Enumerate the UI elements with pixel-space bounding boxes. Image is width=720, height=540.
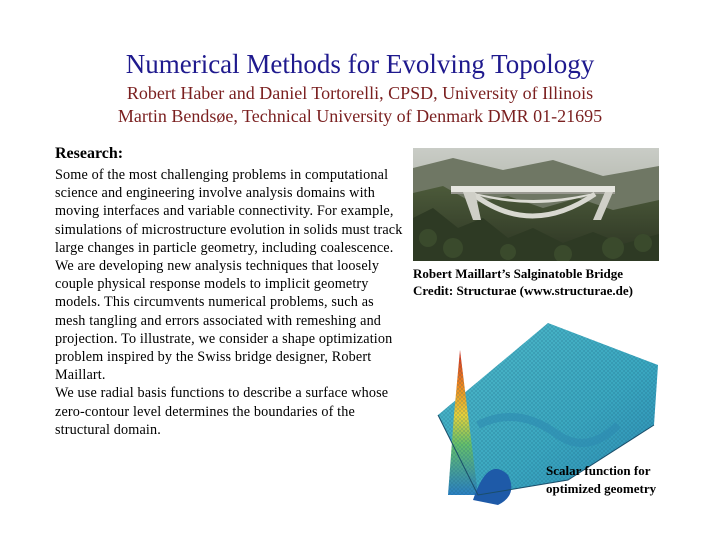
bridge-caption-line-2: Credit: Structurae (www.structurae.de) (413, 283, 633, 298)
research-heading: Research: (55, 145, 124, 162)
surface-caption-line-1: Scalar function for (546, 463, 651, 478)
authors-line-2: Martin Bendsøe, Technical University of Denmark DMR 01-21695 (117, 106, 603, 126)
research-body (55, 166, 407, 439)
research-paragraph-1: Some of the most challenging problems in computational science and engineering involve analysis domains with moving interfaces and variable connectivity. For example, simulations of microstructure evolution in solids must track large changes in particle geometry, including coalescence. We are developing new analysis techniques that loosely couple physical response models to implicit geometry models. This circumvents numerical problems, such as mesh tangling and errors associated with remeshing and projection. To illustrate, we consider a shape optimization problem inspired by the Swiss bridge designer, Robert Maillart. (55, 167, 403, 384)
research-paragraph-2: We use radial basis functions to describe a surface whose zero-contour level determines the boundaries of the structural domain. (55, 385, 389, 438)
bridge-caption-line-1: Robert Maillart’s Salginatoble Bridge (413, 266, 624, 281)
surface-caption-line-2: optimized geometry (546, 481, 657, 496)
slide-title: Numerical Methods for Evolving Topology (125, 49, 595, 79)
bridge-photo (413, 148, 659, 261)
authors-line-1: Robert Haber and Daniel Tortorelli, CPSD, University of Illinois (126, 83, 594, 103)
